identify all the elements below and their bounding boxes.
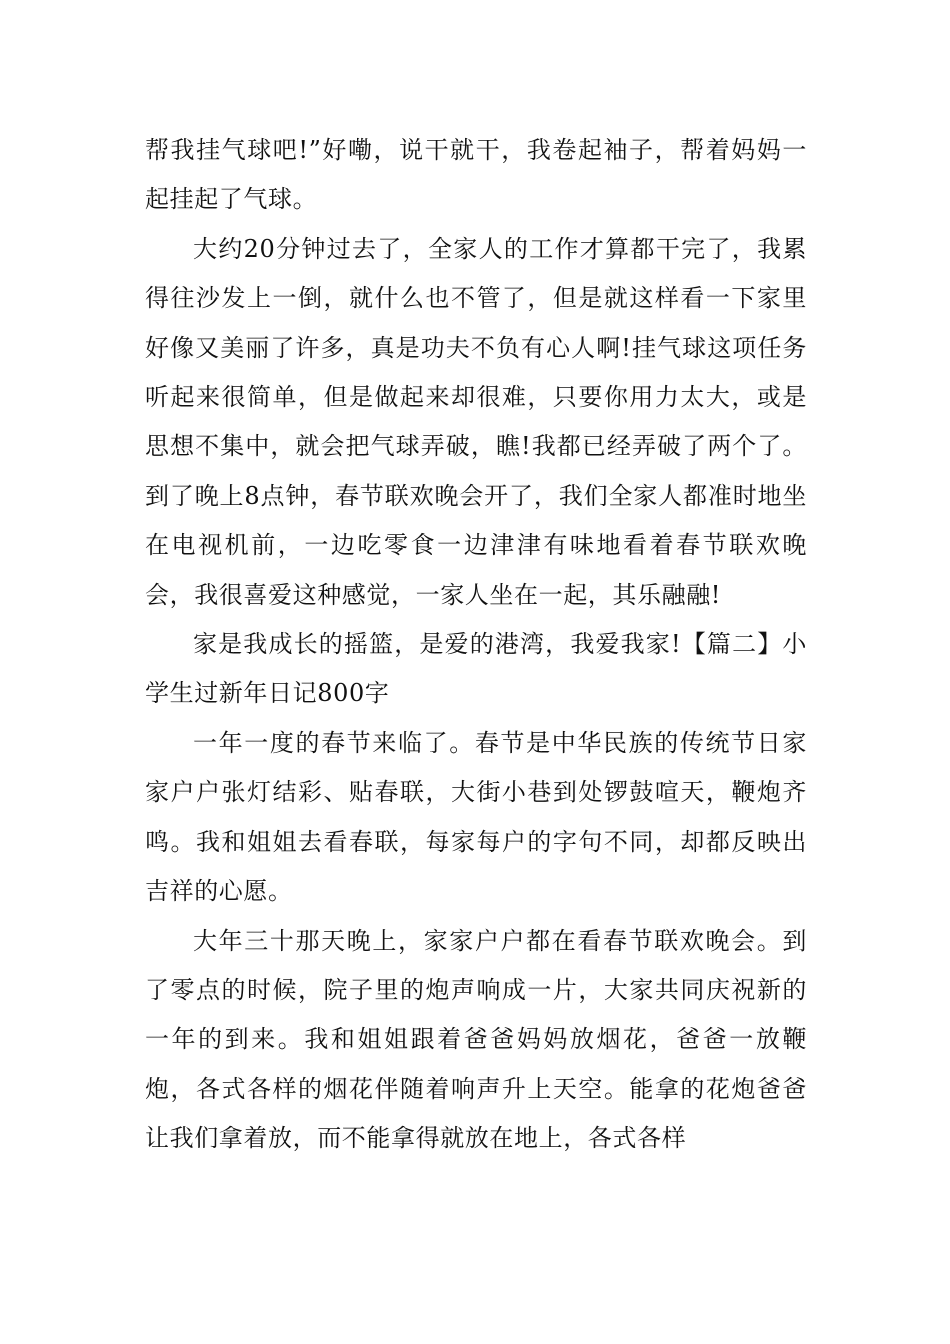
paragraph-3: 家是我成长的摇篮，是爱的港湾，我爱我家!【篇二】小学生过新年日记800字 (145, 630, 807, 708)
paragraph-1: 帮我挂气球吧!”好嘞，说干就干，我卷起袖子，帮着妈妈一起挂起了气球。 (145, 136, 807, 214)
paragraph-4: 一年一度的春节来临了。春节是中华民族的传统节日家家户户张灯结彩、贴春联，大街小巷到处锣鼓喧天，鞭炮齐鸣。我和姐姐去看春联，每家每户的字句不同，却都反映出吉祥的心愿。 (145, 728, 807, 906)
document-page (145, 126, 807, 1164)
paragraph-5: 大年三十那天晚上，家家户户都在看春节联欢晚会。到了零点的时候，院子里的炮声响成一片，大家共同庆祝新的一年的到来。我和姐姐跟着爸爸妈妈放烟花，爸爸一放鞭炮，各式各样的烟花伴随着响声升上天空。能拿的花炮爸爸让我们拿着放，而不能拿得就放在地上，各式各样 (145, 926, 807, 1153)
paragraph-2: 大约20分钟过去了，全家人的工作才算都干完了，我累得往沙发上一倒，就什么也不管了，但是就这样看一下家里好像又美丽了许多，真是功夫不负有心人啊!挂气球这项任务听起来很简单，但是做起来却很难，只要你用力太大，或是思想不集中，就会把气球弄破，瞧!我都已经弄破了两个了。到了晚上8点钟，春节联欢晚会开了，我们全家人都准时地坐在电视机前，一边吃零食一边津津有味地看着春节联欢晚会，我很喜爱这种感觉，一家人坐在一起，其乐融融! (145, 234, 807, 609)
